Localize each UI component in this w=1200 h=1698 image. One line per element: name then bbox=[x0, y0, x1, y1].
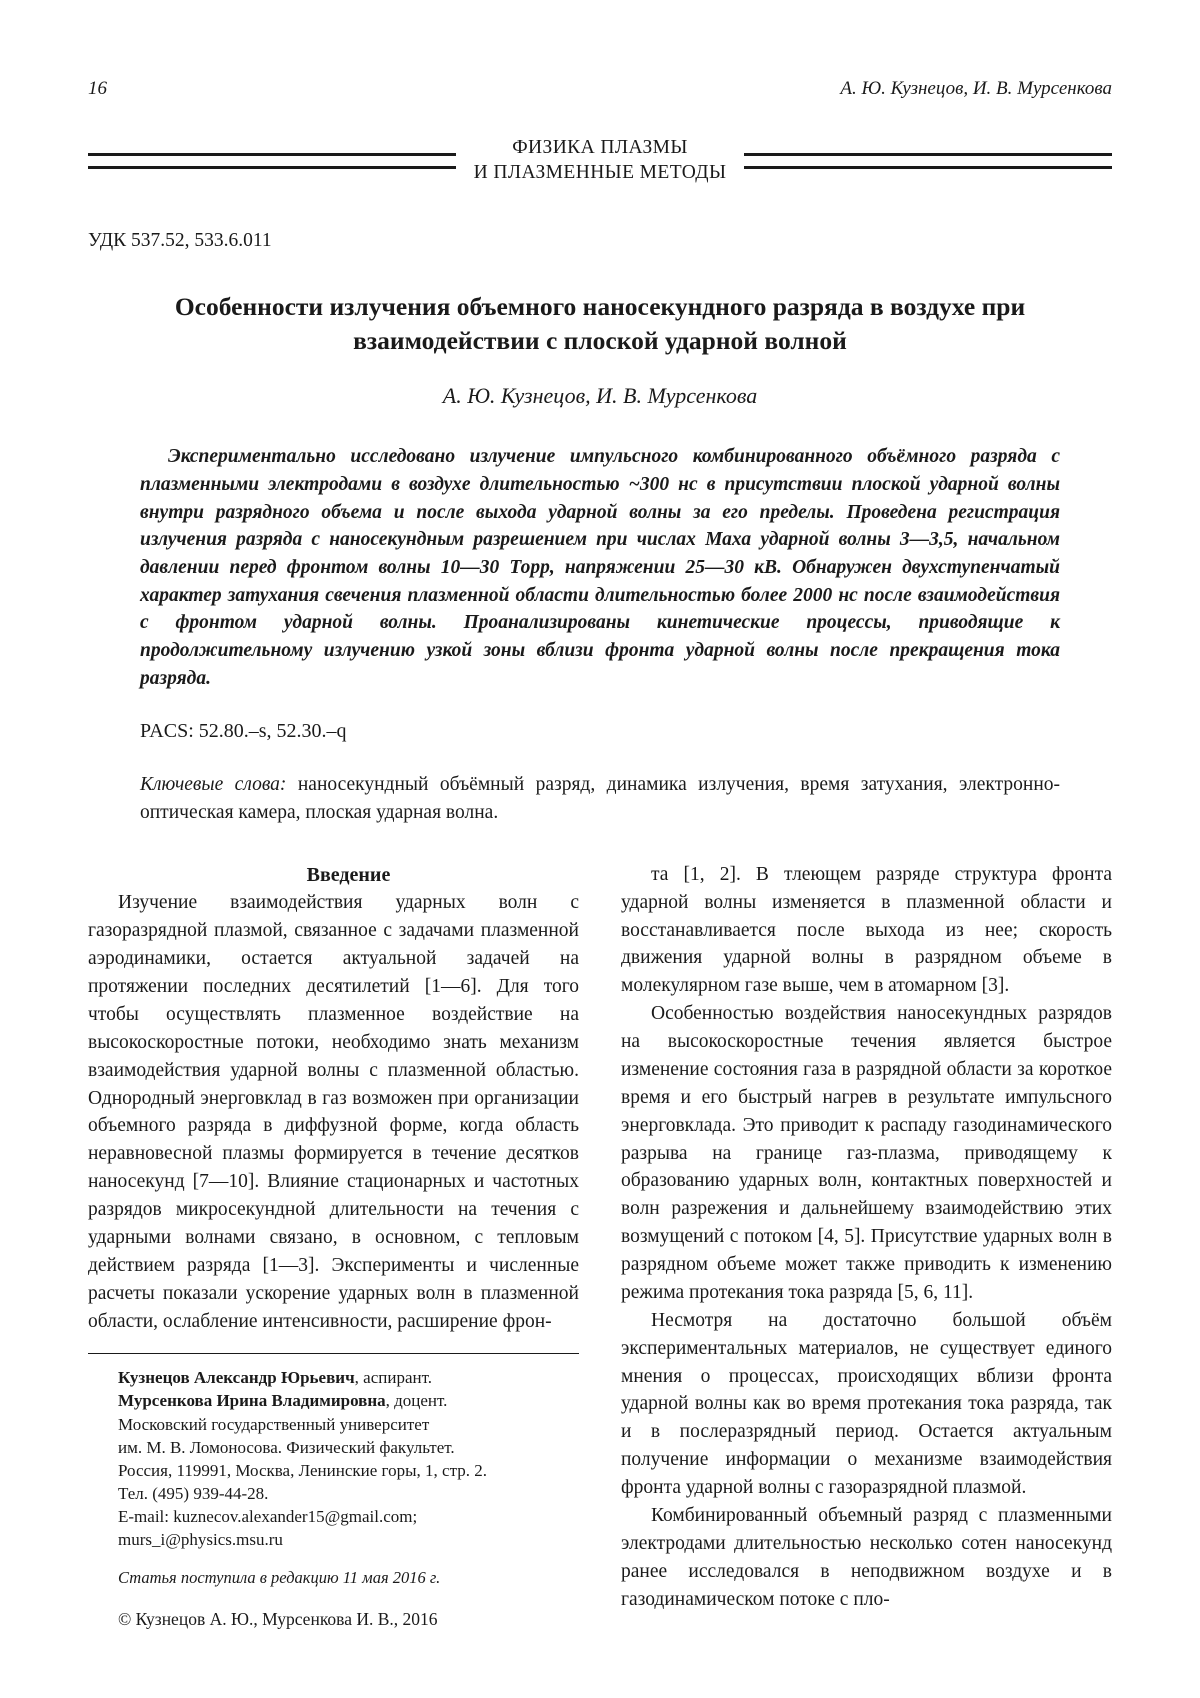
paragraph: Комбинированный объемный разряд с плазменными электродами длительностью несколько сотен наносекунд ранее исследовался в неподвижном воздухе и в газодинамическом потоке с пло- bbox=[621, 1504, 1112, 1610]
footnote-author-2 bbox=[88, 1389, 579, 1412]
article-authors: А. Ю. Кузнецов, И. В. Мурсенкова bbox=[442, 383, 758, 409]
column-left bbox=[88, 861, 579, 1632]
page-number: 16 bbox=[88, 78, 107, 99]
footnote-email-line bbox=[88, 1505, 579, 1528]
footnote-address: Россия, 119991, Москва, Ленинские горы, 1, стр. 2. bbox=[118, 1460, 487, 1480]
body-columns bbox=[88, 861, 1112, 1632]
section-heading-introduction: Введение bbox=[306, 863, 391, 886]
column-right bbox=[621, 861, 1112, 1632]
paragraph: Изучение взаимодействия ударных волн с газоразрядной плазмой, связанное с задачами плазменной аэродинамики, остается актуальной задачей на протяжении последних десятилетий [1—6]. Для того чтобы осуществлять плазменное воздействие на высокоскоростные потоки, необходимо знать механизм взаимодействия ударной волны с плазменной областью. Однородный энерговклад в газ возможен при организации объемного разряда в диффузной форме, когда область неравновесной плазмы формируется в течение десятков наносекунд [7—10]. Влияние стационарных и частотных разрядов микросекундной длительности на течения с ударными волнами связано, в основном, с тепловым действием разряда [1—3]. Эксперименты и численные расчеты показали ускорение ударных волн в плазменной области, ослабление интенсивности, расширение фрон- bbox=[88, 892, 579, 1332]
footnote-author-1-name: Кузнецов Александр Юрьевич bbox=[118, 1368, 355, 1388]
footnote-author-1-role: , аспирант. bbox=[354, 1368, 432, 1388]
footnote-email-2[interactable]: murs_i@physics.msu.ru bbox=[118, 1530, 283, 1550]
footnote-author-1 bbox=[88, 1366, 579, 1389]
footnote-email-label: E-mail: bbox=[118, 1507, 174, 1527]
page-content bbox=[88, 78, 1112, 1631]
keywords bbox=[140, 771, 1060, 826]
footnote-affiliation-2: им. М. В. Ломоносова. Физический факультет. bbox=[118, 1437, 455, 1457]
banner-rule-left bbox=[88, 153, 456, 169]
article-title: Особенности излучения объемного наносекундного разряда в воздухе при взаимодействии с плоской ударной волной bbox=[174, 291, 1026, 355]
running-head-authors: А. Ю. Кузнецов, И. В. Мурсенкова bbox=[840, 78, 1112, 99]
pacs-codes: PACS: 52.80.–s, 52.30.–q bbox=[140, 720, 347, 743]
section-banner bbox=[88, 136, 1112, 186]
banner-line-2: И ПЛАЗМЕННЫЕ МЕТОДЫ bbox=[473, 161, 727, 183]
abstract: Экспериментально исследовано излучение импульсного комбинированного объёмного разряда с плазменными электродами в воздухе длительностью ~300 нс в присутствии плоской ударной волны внутри разрядного объема и после выхода ударной волны за его пределы. Проведена регистрация излучения разряда с наносекундным разрешением при числах Маха ударной волны 3—3,5, начальном давлении перед фронтом волны 10—30 Торр, напряжении 25—30 кВ. Обнаружен двухступенчатый характер затухания свечения плазменной области длительностью более 2000 нс после взаимодействия с фронтом ударной волны. Проанализированы кинетические процессы, приводящие к продолжительному излучению узкой зоны вблизи фронта ударной волны после прекращения тока разряда. bbox=[140, 446, 1060, 689]
footnote-author-2-name: Мурсенкова Ирина Владимировна bbox=[118, 1391, 386, 1411]
keywords-text: наносекундный объёмный разряд, динамика излучения, время затухания, электронно-оптическая камера, плоская ударная волна. bbox=[140, 774, 1060, 824]
banner-rule-right bbox=[744, 153, 1112, 169]
banner-text bbox=[474, 136, 727, 186]
paragraph: Особенностью воздействия наносекундных разрядов на высокоскоростные течения является быстрое изменение состояния газа в разрядной области за короткое время и его быстрый нагрев в результате импульсного энерговклада. Это приводит к распаду газодинамического разрыва на границе газ-плазма, приводящему к образованию ударных волн, контактных поверхностей и волн разрежения и дальнейшему взаимодействию этих возмущений с потоком [4, 5]. Присутствие ударных волн в разрядном объеме может также приводить к изменению режима протекания тока разряда [5, 6, 11]. bbox=[621, 1003, 1112, 1303]
footnote-email-1[interactable]: kuznecov.alexander15@gmail.com; bbox=[173, 1507, 418, 1527]
banner-line-1: ФИЗИКА ПЛАЗМЫ bbox=[512, 137, 688, 158]
footnote-submitted-date: Статья поступила в редакцию 11 мая 2016 г. bbox=[118, 1568, 441, 1588]
footnote-copyright: © Кузнецов А. Ю., Мурсенкова И. В., 2016 bbox=[118, 1608, 438, 1629]
udc-code: УДК 537.52, 533.6.011 bbox=[88, 229, 272, 251]
footnote-author-2-role: , доцент. bbox=[385, 1391, 448, 1411]
running-head bbox=[88, 78, 1112, 100]
paragraph: та [1, 2]. В тлеющем разряде структура фронта ударной волны изменяется в плазменной области и восстанавливается после выхода из нее; скорость движения ударной волны в разрядном объеме в молекулярном газе выше, чем в атомарном [3]. bbox=[621, 863, 1112, 997]
footnote-block bbox=[88, 1353, 579, 1631]
paragraph: Несмотря на достаточно большой объём экспериментальных материалов, не существует единого мнения о процессах, происходящих вблизи фронта ударной волны как во время протекания тока разряда, так и в послеразрядный период. Остается актуальным получение информации о механизме взаимодействия фронта ударной волны с газоразрядной плазмой. bbox=[621, 1309, 1112, 1499]
footnote-affiliation-1: Московский государственный университет bbox=[118, 1414, 430, 1434]
footnote-phone: Тел. (495) 939-44-28. bbox=[118, 1483, 269, 1503]
keywords-label: Ключевые слова: bbox=[140, 774, 287, 796]
